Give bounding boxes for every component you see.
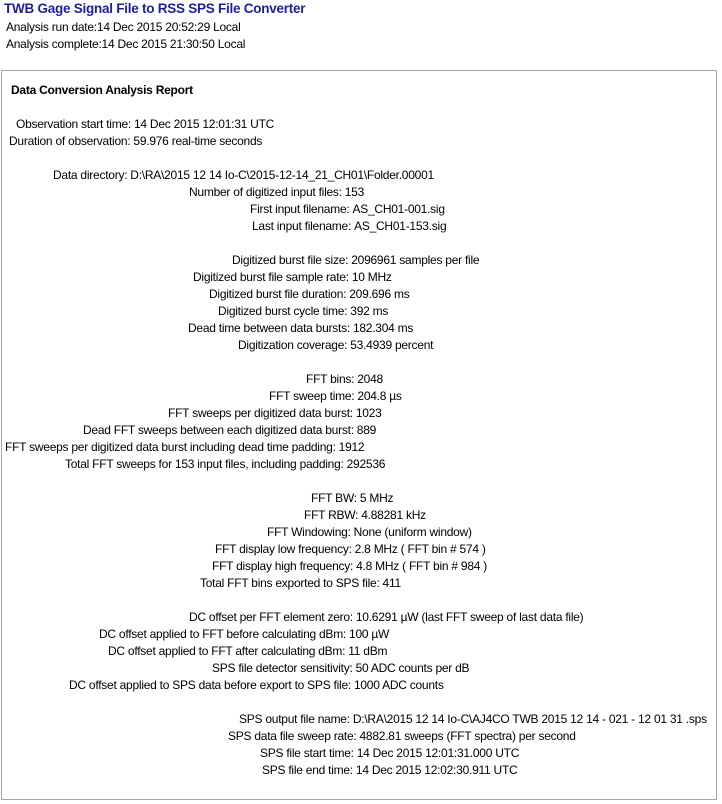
field-label: SPS file start time:: [260, 746, 354, 760]
field-value: 10.6291 µW (last FFT sweep of last data file): [355, 610, 584, 624]
field-value: D:\RA\2015 12 14 Io-C\2015-12-14_21_CH01\Folder.00001: [130, 168, 434, 182]
field-label: Digitized burst file sample rate:: [193, 270, 349, 284]
field-value: 1023: [355, 406, 382, 420]
analysis-complete-value: 14 Dec 2015 21:30:50 Local: [101, 37, 246, 51]
field-value: 4.88281 kHz: [361, 508, 426, 522]
field-value: 2096961 samples per file: [351, 253, 480, 267]
report-line-observation-start-time: [2, 116, 716, 133]
field-value: 292536: [346, 457, 386, 471]
report-line-sps-file-start-time: [2, 745, 716, 762]
report-line-fft-sweeps-per-burst: [2, 405, 716, 422]
report-line-dc-offset-before-dbm: [2, 626, 716, 643]
report-line-data-directory: [2, 167, 716, 184]
field-value: 14 Dec 2015 12:01:31 UTC: [133, 117, 275, 131]
field-label: Digitized burst file size:: [232, 253, 349, 267]
report-line-fft-sweep-time: [2, 388, 716, 405]
analysis-run-date-line: [6, 19, 241, 36]
analysis-run-date-label: Analysis run date:: [6, 20, 97, 34]
page-title: TWB Gage Signal File to RSS SPS File Converter: [4, 1, 306, 16]
report-line-burst-cycle-time: [2, 303, 716, 320]
field-label: DC offset per FFT element zero:: [189, 610, 353, 624]
blank-line: [2, 694, 716, 711]
field-label: FFT display low frequency:: [215, 542, 352, 556]
field-label: Number of digitized input files:: [189, 185, 342, 199]
field-label: DC offset applied to FFT before calculating dBm:: [99, 627, 347, 641]
field-value: 889: [356, 423, 377, 437]
report-line-burst-sample-rate: [2, 269, 716, 286]
field-value: 1000 ADC counts: [353, 678, 444, 692]
blank-line: [2, 473, 716, 490]
blank-line: [2, 150, 716, 167]
field-label: SPS file detector sensitivity:: [212, 661, 353, 675]
field-value: 2048: [357, 372, 383, 386]
field-label: Digitized burst cycle time:: [218, 304, 348, 318]
field-value: 11 dBm: [348, 644, 388, 658]
report-line-burst-duration: [2, 286, 716, 303]
blank-line: [2, 235, 716, 252]
report-line-dead-time-between-bursts: [2, 320, 716, 337]
blank-line: [2, 592, 716, 609]
field-value: 50 ADC counts per dB: [355, 661, 470, 675]
report-line-dead-fft-sweeps: [2, 422, 716, 439]
report-line-fft-windowing: [2, 524, 716, 541]
field-value: 182.304 ms: [352, 321, 414, 335]
report-line-digitization-coverage: [2, 337, 716, 354]
report-panel: [1, 70, 717, 800]
field-value: 2.8 MHz ( FFT bin # 574 ): [354, 542, 486, 556]
field-value: 14 Dec 2015 12:01:31.000 UTC: [356, 746, 520, 760]
field-value: None (uniform window): [353, 525, 472, 539]
field-label: Observation start time:: [16, 117, 131, 131]
field-value: 411: [382, 576, 401, 590]
field-value: 4882.81 sweeps (FFT spectra) per second: [359, 729, 576, 743]
field-label: FFT RBW:: [304, 508, 359, 522]
field-label: DC offset applied to FFT after calculating dBm:: [108, 644, 346, 658]
field-value: AS_CH01-153.sig: [354, 219, 447, 233]
field-label: SPS data file sweep rate:: [228, 729, 357, 743]
field-label: FFT bins:: [306, 372, 355, 386]
report-line-sps-data-file-sweep-rate: [2, 728, 716, 745]
analysis-complete-label: Analysis complete:: [6, 37, 102, 51]
report-line-sps-file-end-time: [2, 762, 716, 779]
field-value: 209.696 ms: [349, 287, 410, 301]
field-label: DC offset applied to SPS data before export to SPS file:: [69, 678, 351, 692]
field-value: 1912: [338, 440, 365, 454]
field-value: D:\RA\2015 12 14 Io-C\AJ4CO TWB 2015 12 14 - 021 - 12 01 31 .sps: [352, 712, 707, 726]
report-line-fft-sweeps-with-padding: [2, 439, 716, 456]
analysis-run-date-value: 14 Dec 2015 20:52:29 Local: [96, 20, 241, 34]
report-line-sps-detector-sensitivity: [2, 660, 716, 677]
report-line-fft-bw: [2, 490, 716, 507]
field-value: 153: [344, 185, 365, 199]
report-line-duration-of-observation: [2, 133, 716, 150]
field-label: Data directory:: [53, 168, 128, 182]
field-value: 392 ms: [350, 304, 389, 318]
field-label: FFT sweeps per digitized data burst:: [168, 406, 353, 420]
blank-line: [2, 354, 716, 371]
field-label: Digitized burst file duration:: [209, 287, 347, 301]
report-line-dc-offset-sps-export: [2, 677, 716, 694]
field-label: First input filename:: [250, 202, 350, 216]
field-label: Dead time between data bursts:: [188, 321, 350, 335]
report-content: [2, 71, 716, 779]
report-line-last-input-filename: [2, 218, 716, 235]
field-label: Duration of observation:: [9, 134, 131, 148]
field-value: 14 Dec 2015 12:02:30.911 UTC: [355, 763, 518, 777]
report-line-fft-display-high-frequency: [2, 558, 716, 575]
report-heading: Data Conversion Analysis Report: [11, 83, 193, 97]
field-label: SPS output file name:: [239, 712, 350, 726]
report-line-total-fft-bins-exported: [2, 575, 716, 592]
report-line-sps-output-file-name: [2, 711, 716, 728]
field-label: Total FFT bins exported to SPS file:: [200, 576, 380, 590]
field-label: Last input filename:: [252, 219, 352, 233]
field-value: 4.8 MHz ( FFT bin # 984 ): [356, 559, 488, 573]
field-label: FFT display high frequency:: [212, 559, 354, 573]
report-line-fft-bins: [2, 371, 716, 388]
field-value: 100 µW: [349, 627, 390, 641]
field-value: 59.976 real-time seconds: [133, 134, 263, 148]
report-line-fft-rbw: [2, 507, 716, 524]
field-value: 10 MHz: [351, 270, 392, 284]
field-label: Dead FFT sweeps between each digitized data burst:: [83, 423, 354, 437]
field-value: AS_CH01-001.sig: [352, 202, 445, 216]
field-value: 53.4939 percent: [350, 338, 434, 352]
field-label: Digitization coverage:: [238, 338, 348, 352]
field-value: 5 MHz: [359, 491, 394, 505]
blank-line: [2, 99, 716, 116]
field-label: Total FFT sweeps for 153 input files, including padding:: [65, 457, 344, 471]
field-label: FFT sweeps per digitized data burst including dead time padding:: [5, 440, 336, 454]
field-label: FFT Windowing:: [267, 525, 351, 539]
report-line-num-input-files: [2, 184, 716, 201]
field-label: SPS file end time:: [262, 763, 353, 777]
report-line-first-input-filename: [2, 201, 716, 218]
report-line-burst-file-size: [2, 252, 716, 269]
field-value: 204.8 µs: [357, 389, 402, 403]
report-line-total-fft-sweeps: [2, 456, 716, 473]
report-line-dc-offset-element-zero: [2, 609, 716, 626]
report-line-dc-offset-after-dbm: [2, 643, 716, 660]
analysis-complete-line: [6, 36, 245, 53]
field-label: FFT sweep time:: [269, 389, 355, 403]
report-line-fft-display-low-frequency: [2, 541, 716, 558]
field-label: FFT BW:: [311, 491, 357, 505]
